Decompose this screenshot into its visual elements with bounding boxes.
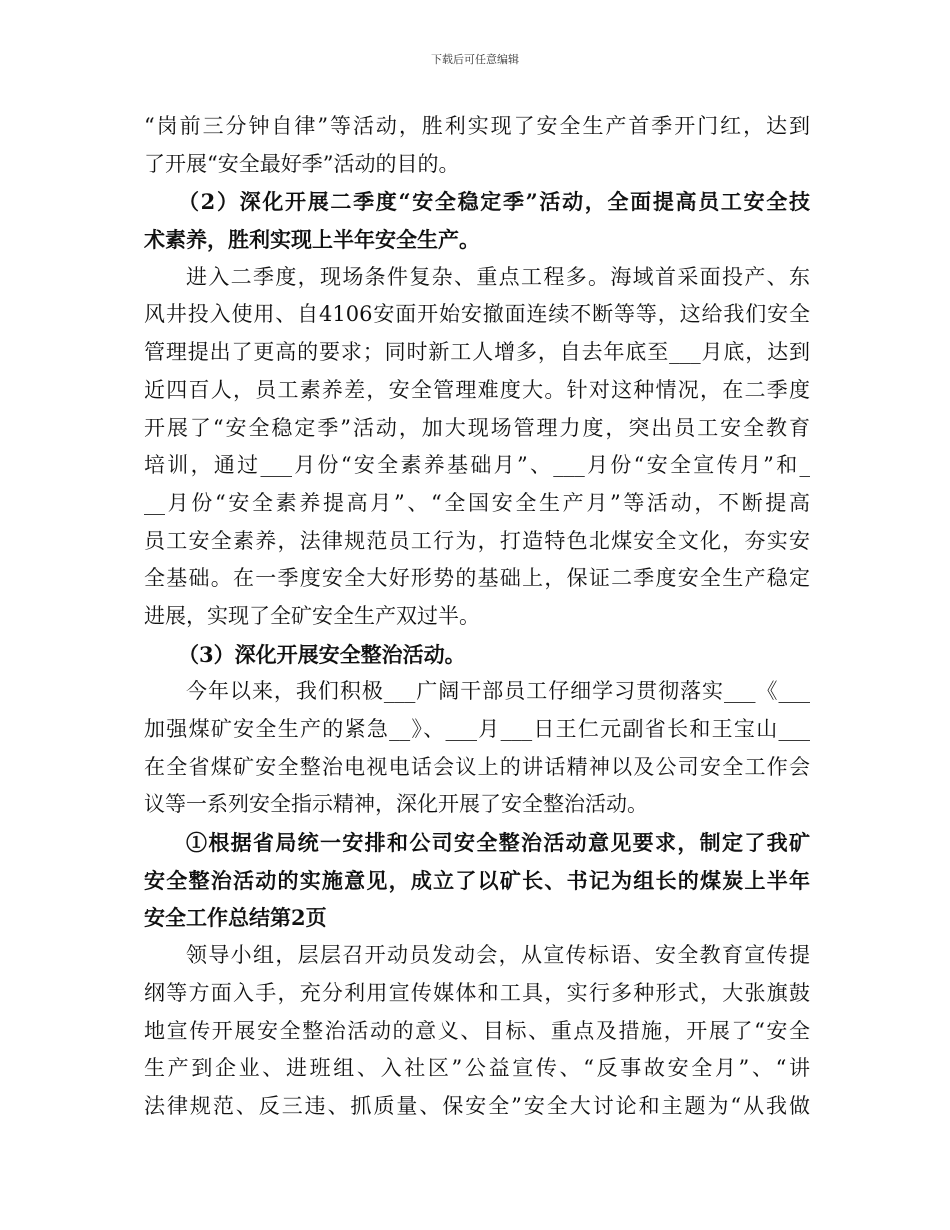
- section-heading: （3）深化开展安全整治活动。: [178, 641, 466, 667]
- text-line: 地宣传开展安全整治活动的意义、目标、重点及措施，开展了“安全: [144, 1018, 810, 1043]
- text-line: 了开展“安全最好季”活动的目的。: [144, 151, 460, 176]
- text-line: 全基础。在一季度安全大好形势的基础上，保证二季度安全生产稳定: [144, 566, 810, 591]
- text-line: 开展了“安全稳定季”活动，加大现场管理力度，突出员工安全教育: [144, 415, 810, 440]
- text-line: 加强煤矿安全生产的紧急__》、___月___日王仁元副省长和王宝山___: [144, 717, 810, 741]
- text-line: 进入二季度，现场条件复杂、重点工程多。海域首采面投产、东: [186, 264, 810, 289]
- document-body: [144, 108, 810, 1126]
- bold-paragraph-line: 安全整治活动的实施意见，成立了以矿长、书记为组长的煤炭上半年: [144, 867, 810, 893]
- text-line: 领导小组，层层召开动员发动会，从宣传标语、安全教育宣传提: [186, 943, 810, 968]
- text-line: 法律规范、反三违、抓质量、保安全”安全大讨论和主题为“从我做: [144, 1093, 810, 1118]
- section-heading: （2）深化开展二季度“安全稳定季”活动，全面提高员工安全技: [178, 189, 810, 215]
- text-line: 生产到企业、进班组、入社区”公益宣传、“反事故安全月”、“讲: [144, 1056, 810, 1081]
- text-line: 员工安全素养，法律规范员工行为，打造特色北煤安全文化，夯实安: [144, 528, 810, 553]
- text-line: 管理提出了更高的要求；同时新工人增多，自去年底至___月底，达到: [144, 340, 810, 365]
- bold-paragraph-line: 安全工作总结第2页: [144, 905, 327, 931]
- bold-paragraph-line: ①根据省局统一安排和公司安全整治活动意见要求，制定了我矿: [186, 830, 810, 856]
- text-line: 纲等方面入手，充分利用宣传媒体和工具，实行多种形式，大张旗鼓: [144, 980, 810, 1005]
- text-line: “岗前三分钟自律”等活动，胜利实现了安全生产首季开门红，达到: [144, 114, 810, 138]
- section-heading: 术素养，胜利实现上半年安全生产。: [144, 227, 480, 253]
- text-line: 近四百人，员工素养差，安全管理难度大。针对这种情况，在二季度: [144, 377, 810, 402]
- text-line: 进展，实现了全矿安全生产双过半。: [144, 603, 480, 628]
- text-line: 风井投入使用、自4106安面开始安撤面连续不断等等，这给我们安全: [144, 302, 810, 327]
- text-line: 培训，通过___月份“安全素养基础月”、___月份“安全宣传月”和_: [144, 453, 810, 478]
- text-line: 今年以来，我们积极___广阔干部员工仔细学习贯彻落实___《___: [186, 679, 810, 704]
- text-line: __月份“安全素养提高月”、“全国安全生产月”等活动，不断提高: [144, 490, 810, 515]
- text-line: 议等一系列安全指示精神，深化开展了安全整治活动。: [144, 792, 648, 817]
- page-header: 下载后可任意编辑: [431, 53, 519, 66]
- text-line: 在全省煤矿安全整治电视电话会议上的讲话精神以及公司安全工作会: [144, 754, 810, 779]
